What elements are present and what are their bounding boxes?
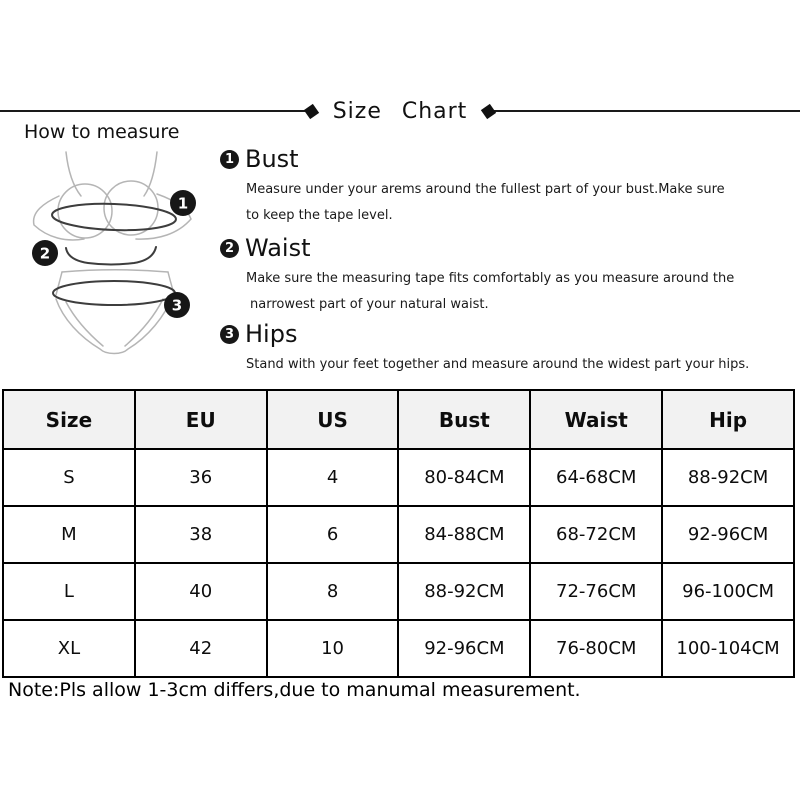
cell-s-us: 4: [267, 449, 399, 506]
figure-badge-2: 2: [39, 244, 51, 263]
figure-badge-3: 3: [171, 296, 183, 315]
cell-s-eu: 36: [135, 449, 267, 506]
panty-left-edge: [56, 272, 62, 295]
step-3-label: Hips: [245, 320, 298, 348]
measure-step-bust: [220, 144, 725, 228]
col-header-size: Size: [3, 390, 135, 449]
hip-tape-line: [53, 281, 175, 305]
col-header-us: US: [267, 390, 399, 449]
col-header-waist: Waist: [530, 390, 662, 449]
step-1-description: [246, 177, 725, 228]
size-table: [2, 389, 795, 678]
cell-m-us: 6: [267, 506, 399, 563]
cell-m-eu: 38: [135, 506, 267, 563]
table-row-m: [3, 506, 794, 563]
step-2-desc-line-2: narrowest part of your natural waist.: [250, 296, 489, 312]
step-2-badge: 2: [220, 239, 239, 258]
col-header-bust: Bust: [398, 390, 530, 449]
table-row-s: [3, 449, 794, 506]
figure-badge-1: 1: [177, 194, 189, 213]
title-rule-right: [494, 110, 800, 112]
step-3-badge: 3: [220, 325, 239, 344]
table-row-l: [3, 563, 794, 620]
step-1-badge: 1: [220, 150, 239, 169]
diamond-icon-left: [304, 103, 319, 118]
size-table-body: [3, 449, 794, 677]
title-rule-left: [0, 110, 306, 112]
cell-xl-size: XL: [3, 620, 135, 677]
cell-m-bust: 84-88CM: [398, 506, 530, 563]
page-title: Size Chart: [332, 98, 468, 124]
bikini-measure-figure: [18, 148, 218, 363]
cell-l-hip: 96-100CM: [662, 563, 794, 620]
panty-inner-left: [66, 302, 103, 346]
cell-l-bust: 88-92CM: [398, 563, 530, 620]
waist-tape-line: [66, 247, 156, 265]
step-2-desc-line-1: Make sure the measuring tape fits comfortably as you measure around the: [246, 271, 735, 286]
step-hips-heading: [220, 319, 749, 349]
step-3-desc-line-1: Stand with your feet together and measure around the widest part your hips.: [246, 357, 750, 372]
measure-step-waist: [220, 233, 734, 317]
cell-m-hip: 92-96CM: [662, 506, 794, 563]
cell-s-size: S: [3, 449, 135, 506]
cell-m-size: M: [3, 506, 135, 563]
diamond-icon-right: [481, 103, 496, 118]
cell-l-eu: 40: [135, 563, 267, 620]
measuring-tapes: [52, 202, 177, 305]
size-table-header: [3, 390, 794, 449]
step-waist-heading: [220, 233, 734, 263]
cell-xl-waist: 76-80CM: [530, 620, 662, 677]
cell-xl-hip: 100-104CM: [662, 620, 794, 677]
cell-s-bust: 80-84CM: [398, 449, 530, 506]
cell-s-hip: 88-92CM: [662, 449, 794, 506]
table-header-row: [3, 390, 794, 449]
step-1-desc-line-2: to keep the tape level.: [246, 207, 393, 223]
cell-m-waist: 68-72CM: [530, 506, 662, 563]
step-1-desc-line-1: Measure under your arems around the fullest part of your bust.Make sure: [246, 182, 725, 197]
col-header-eu: EU: [135, 390, 267, 449]
measure-step-hips: [220, 319, 749, 378]
cell-xl-us: 10: [267, 620, 399, 677]
table-row-xl: [3, 620, 794, 677]
panty-top-edge: [62, 270, 168, 272]
cell-l-waist: 72-76CM: [530, 563, 662, 620]
step-bust-heading: [220, 144, 725, 174]
how-to-measure-heading: How to measure: [24, 121, 180, 143]
step-2-label: Waist: [245, 234, 311, 262]
step-3-description: [246, 352, 749, 378]
step-2-description: [246, 266, 734, 317]
cell-xl-eu: 42: [135, 620, 267, 677]
cell-s-waist: 64-68CM: [530, 449, 662, 506]
col-header-hip: Hip: [662, 390, 794, 449]
step-1-label: Bust: [245, 145, 299, 173]
cell-xl-bust: 92-96CM: [398, 620, 530, 677]
cell-l-us: 8: [267, 563, 399, 620]
measurement-note: Note:Pls allow 1-3cm differs,due to manumal measurement.: [8, 679, 581, 701]
cell-l-size: L: [3, 563, 135, 620]
